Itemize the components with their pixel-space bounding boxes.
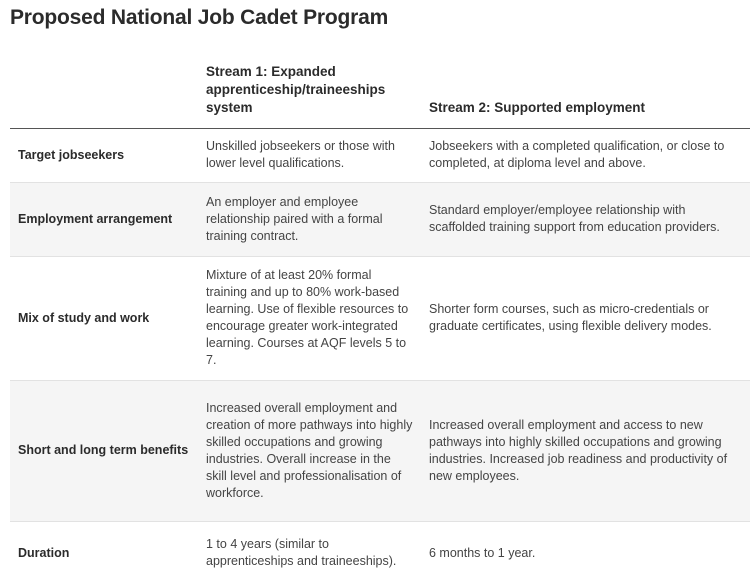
table-row xyxy=(10,128,750,182)
header-stream-1: Stream 1: Expanded apprenticeship/traineeships system xyxy=(198,56,421,128)
stream-1-cell: An employer and employee relationship paired with a formal training contract. xyxy=(198,182,421,256)
row-label: Target jobseekers xyxy=(10,128,198,182)
stream-1-cell: Unskilled jobseekers or those with lower level qualifications. xyxy=(198,128,421,182)
table-row xyxy=(10,256,750,380)
table-header-row xyxy=(10,56,750,128)
stream-2-cell: Standard employer/employee relationship with scaffolded training support from education providers. xyxy=(421,182,750,256)
stream-2-cell: Shorter form courses, such as micro-credentials or graduate certificates, using flexible delivery modes. xyxy=(421,256,750,380)
header-empty xyxy=(10,56,198,128)
page-title: Proposed National Job Cadet Program xyxy=(10,6,389,29)
row-label: Duration xyxy=(18,545,70,560)
row-label: Mix of study and work xyxy=(10,256,198,380)
stream-2-cell: Increased overall employment and access to new pathways into highly skilled occupations and growing industries. Increased job readiness and productivity of new employees. xyxy=(421,380,750,521)
stream-2-cell: 6 months to 1 year. xyxy=(429,545,536,560)
comparison-table xyxy=(10,56,750,585)
header-stream-2: Stream 2: Supported employment xyxy=(421,56,750,128)
stream-1-cell: 1 to 4 years (similar to apprenticeships and traineeships). xyxy=(206,537,397,569)
table-row xyxy=(10,380,750,521)
row-label: Short and long term benefits xyxy=(10,380,198,521)
stream-2-cell: Jobseekers with a completed qualification, or close to completed, at diploma level and above. xyxy=(421,128,750,182)
row-label: Employment arrangement xyxy=(10,182,198,256)
table-row xyxy=(10,182,750,256)
table-row xyxy=(10,521,750,585)
stream-1-cell: Mixture of at least 20% formal training and up to 80% work-based learning. Use of flexible resources to encourage greater work-integrated learning. Courses at AQF levels 5 to 7. xyxy=(198,256,421,380)
stream-1-cell: Increased overall employment and creation of more pathways into highly skilled occupations and growing industries. Overall increase in the skill level and professionalisation of workforce. xyxy=(198,380,421,521)
